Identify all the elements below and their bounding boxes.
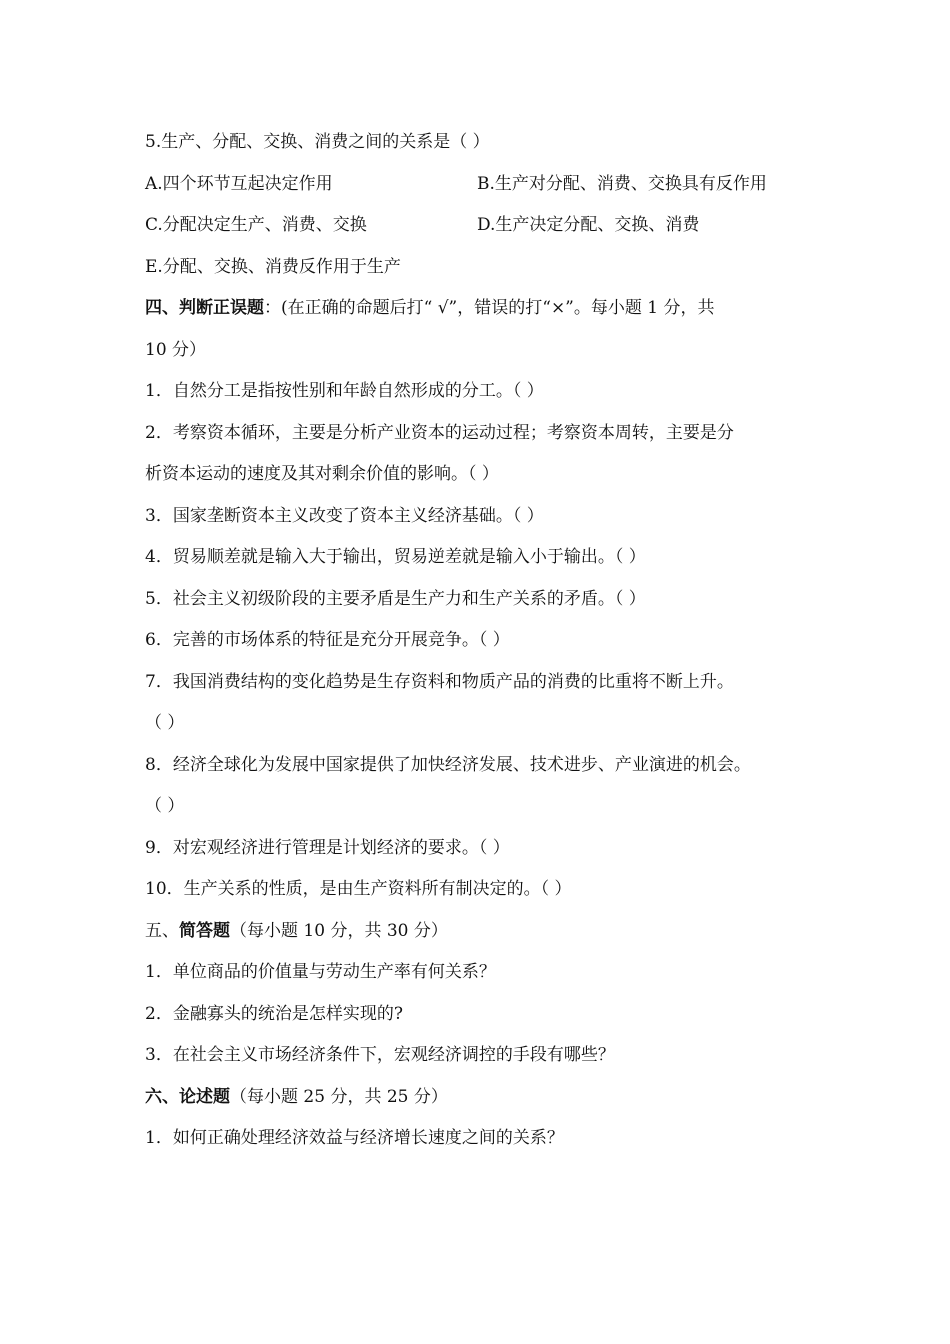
section-4-item: （ ）	[145, 713, 185, 733]
section-4-item: 1．自然分工是指按性别和年龄自然形成的分工。（ ）	[145, 381, 544, 401]
section-4-title: 四、判断正误题	[145, 298, 264, 318]
section-5-item: 3．在社会主义市场经济条件下，宏观经济调控的手段有哪些？	[145, 1045, 615, 1065]
option-b: B.生产对分配、消费、交换具有反作用	[477, 174, 767, 194]
section-4-item: 3．国家垄断资本主义改变了资本主义经济基础。（ ）	[145, 506, 544, 526]
question-5-stem: 5.生产、分配、交换、消费之间的关系是（ ）	[145, 132, 490, 152]
section-4-item: 5．社会主义初级阶段的主要矛盾是生产力和生产关系的矛盾。（ ）	[145, 589, 646, 609]
section-5-note: （每小题 10 分，共 30 分）	[230, 921, 448, 941]
question-5-options-row-1	[145, 172, 815, 196]
section-6-heading	[145, 1085, 815, 1109]
section-5-item: 2．金融寡头的统治是怎样实现的?	[145, 1004, 403, 1024]
section-4-item: 6．完善的市场体系的特征是充分开展竞争。（ ）	[145, 630, 510, 650]
section-4-item: 7．我国消费结构的变化趋势是生存资料和物质产品的消费的比重将不断上升。	[145, 672, 734, 692]
section-4-heading	[145, 296, 815, 320]
section-4-item: 10．生产关系的性质，是由生产资料所有制决定的。（ ）	[145, 879, 572, 899]
section-4-instruction-cont: 10 分）	[145, 340, 207, 360]
option-e: E.分配、交换、消费反作用于生产	[145, 257, 401, 277]
section-5-heading	[145, 919, 815, 943]
section-5-prefix: 五、	[145, 921, 179, 941]
section-4-item: 2．考察资本循环，主要是分析产业资本的运动过程；考察资本周转，主要是分	[145, 423, 734, 443]
option-d: D.生产决定分配、交换、消费	[477, 215, 700, 235]
option-c: C.分配决定生产、消费、交换	[145, 215, 367, 235]
section-6-note: （每小题 25 分，共 25 分）	[230, 1087, 448, 1107]
section-4-item: 析资本运动的速度及其对剩余价值的影响。（ ）	[145, 464, 499, 484]
question-5-options-row-2	[145, 213, 815, 237]
section-4-item: 4．贸易顺差就是输入大于输出，贸易逆差就是输入小于输出。（ ）	[145, 547, 646, 567]
option-a: A.四个环节互起决定作用	[145, 174, 333, 194]
section-5-item: 1．单位商品的价值量与劳动生产率有何关系？	[145, 962, 496, 982]
section-4-instruction: ：(在正确的命题后打“ √”，错误的打“×”。每小题 1 分，共	[264, 298, 715, 318]
section-5-title: 简答题	[179, 921, 230, 941]
section-4-item: 9．对宏观经济进行管理是计划经济的要求。（ ）	[145, 838, 510, 858]
section-6-item: 1．如何正确处理经济效益与经济增长速度之间的关系？	[145, 1128, 564, 1148]
section-4-item: （ ）	[145, 796, 185, 816]
section-4-item: 8．经济全球化为发展中国家提供了加快经济发展、技术进步、产业演进的机会。	[145, 755, 751, 775]
section-6-title: 六、论述题	[145, 1087, 230, 1107]
